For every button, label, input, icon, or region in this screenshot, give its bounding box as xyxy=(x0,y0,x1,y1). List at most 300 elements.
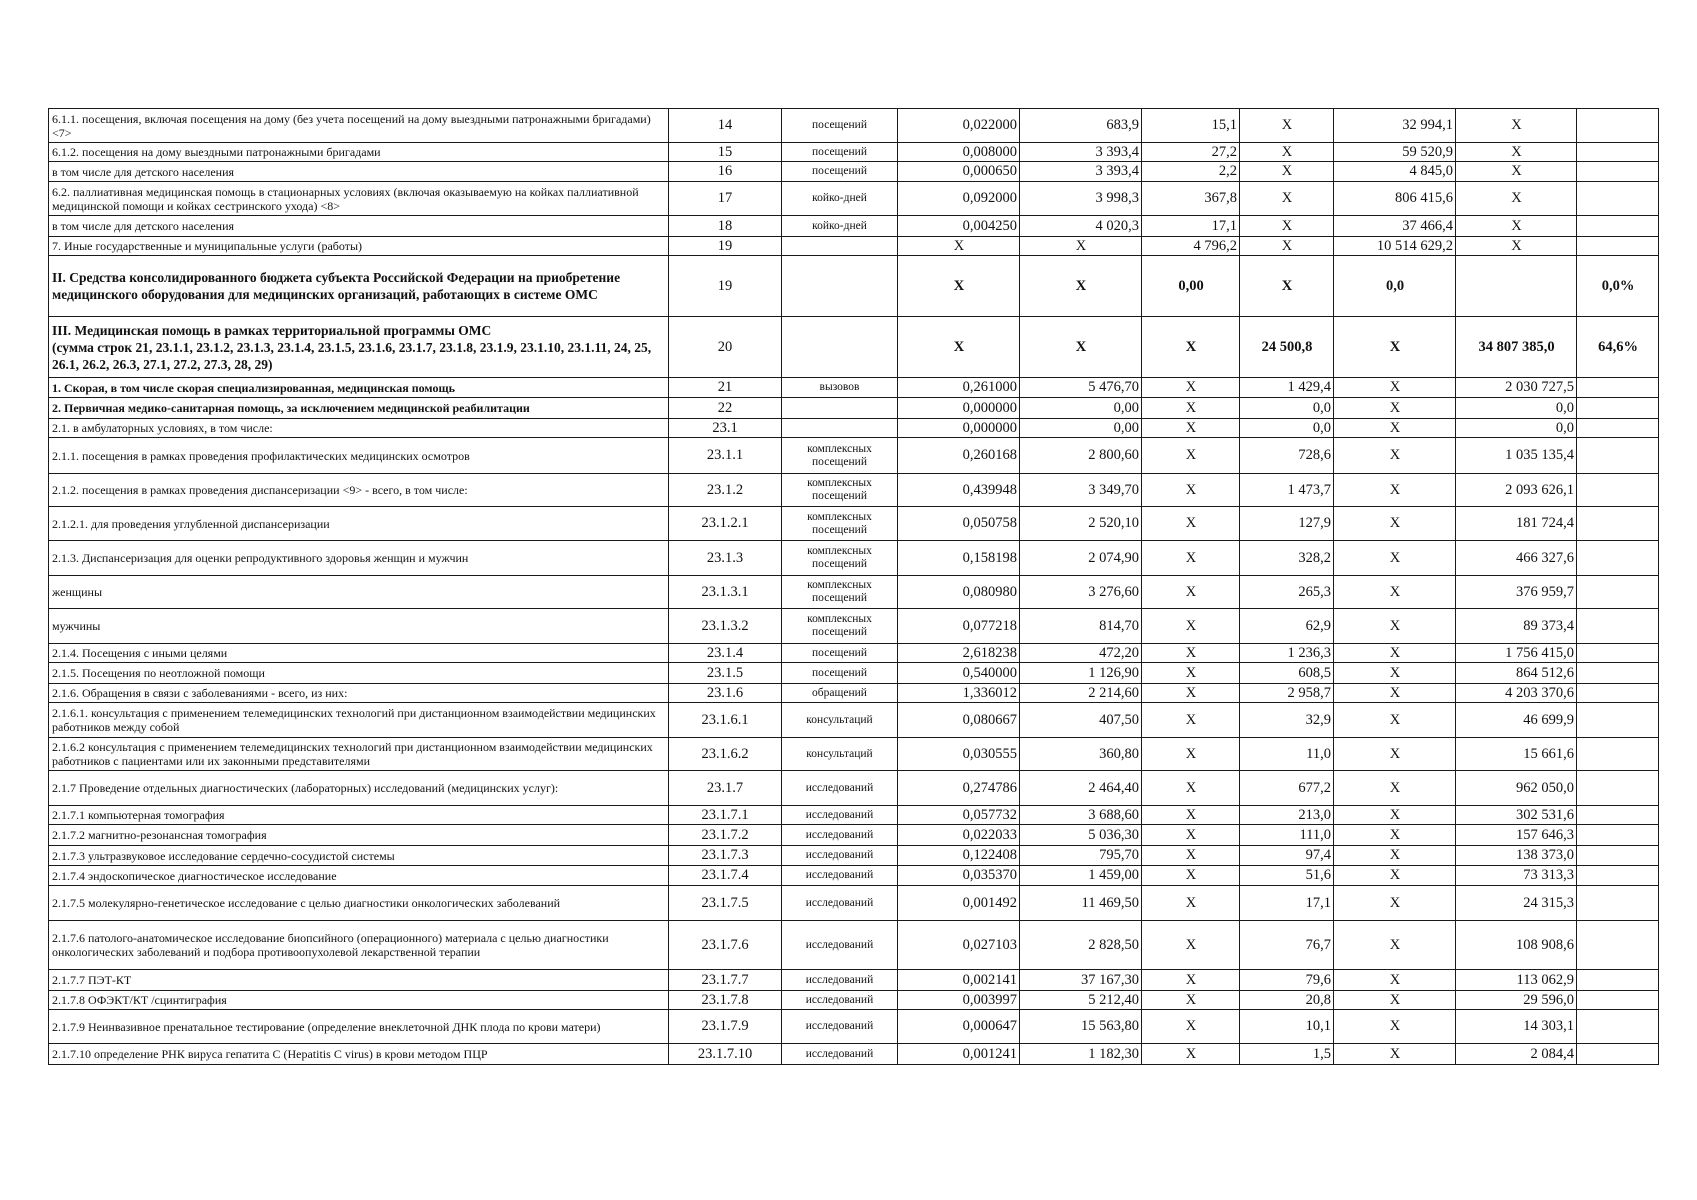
row-title: мужчины xyxy=(52,619,101,633)
table-row xyxy=(49,576,1659,609)
table-row xyxy=(49,738,1659,771)
budget-total-cell: X xyxy=(1334,317,1456,378)
oms-total-cell: 0,0 xyxy=(1456,419,1577,438)
oms-total-cell: 29 596,0 xyxy=(1456,991,1577,1010)
row-title: 2.1.6. Обращения в связи с заболеваниями - всего, из них: xyxy=(52,686,348,700)
norm-cost-cell: 360,80 xyxy=(1020,738,1142,771)
unit-cell: исследований xyxy=(782,806,898,825)
table-row xyxy=(49,143,1659,162)
oms-total-cell: 34 807 385,0 xyxy=(1456,317,1577,378)
name-cell xyxy=(49,398,669,419)
budget-per-capita-cell: 4 796,2 xyxy=(1142,237,1240,256)
unit-cell: комплексных посещений xyxy=(782,474,898,507)
norm-volume-cell: 0,057732 xyxy=(898,806,1020,825)
percent-cell xyxy=(1577,609,1659,644)
unit-cell: исследований xyxy=(782,921,898,970)
table-row xyxy=(49,474,1659,507)
norm-volume-cell: 0,261000 xyxy=(898,378,1020,398)
budget-total-cell: X xyxy=(1334,825,1456,846)
budget-per-capita-cell: 17,1 xyxy=(1142,216,1240,237)
norm-volume-cell: 0,022000 xyxy=(898,109,1020,143)
norm-volume-cell: 0,050758 xyxy=(898,507,1020,541)
budget-per-capita-cell: X xyxy=(1142,991,1240,1010)
row-number-cell: 23.1.7.3 xyxy=(669,846,782,866)
unit-cell: исследований xyxy=(782,771,898,806)
norm-cost-cell: 472,20 xyxy=(1020,644,1142,663)
norm-volume-cell: 0,274786 xyxy=(898,771,1020,806)
norm-cost-cell: 15 563,80 xyxy=(1020,1010,1142,1044)
percent-cell xyxy=(1577,541,1659,576)
name-cell xyxy=(49,182,669,216)
oms-per-capita-cell: X xyxy=(1240,237,1334,256)
norm-volume-cell: 0,035370 xyxy=(898,866,1020,886)
budget-total-cell: X xyxy=(1334,438,1456,474)
norm-cost-cell: 3 688,60 xyxy=(1020,806,1142,825)
oms-per-capita-cell: 79,6 xyxy=(1240,970,1334,991)
norm-volume-cell: X xyxy=(898,317,1020,378)
norm-volume-cell: 0,122408 xyxy=(898,846,1020,866)
oms-per-capita-cell: 677,2 xyxy=(1240,771,1334,806)
table-row xyxy=(49,378,1659,398)
budget-total-cell: X xyxy=(1334,398,1456,419)
row-number-cell: 18 xyxy=(669,216,782,237)
percent-cell xyxy=(1577,419,1659,438)
budget-per-capita-cell: X xyxy=(1142,663,1240,684)
percent-cell xyxy=(1577,644,1659,663)
budget-per-capita-cell: X xyxy=(1142,771,1240,806)
row-title: 7. Иные государственные и муниципальные услуги (работы) xyxy=(52,239,363,253)
budget-per-capita-cell: X xyxy=(1142,703,1240,738)
percent-cell: 64,6% xyxy=(1577,317,1659,378)
budget-total-cell: X xyxy=(1334,991,1456,1010)
oms-per-capita-cell: 213,0 xyxy=(1240,806,1334,825)
row-title: 2.1. в амбулаторных условиях, в том числе: xyxy=(52,421,273,435)
oms-total-cell: 14 303,1 xyxy=(1456,1010,1577,1044)
percent-cell xyxy=(1577,237,1659,256)
row-title: 6.2. паллиативная медицинская помощь в стационарных условиях (включая оказываемую на койках паллиативной медицинской помощи и койках сестринского ухода) <8> xyxy=(52,184,639,213)
oms-total-cell: 1 756 415,0 xyxy=(1456,644,1577,663)
unit-cell: посещений xyxy=(782,162,898,182)
name-cell xyxy=(49,806,669,825)
table-row xyxy=(49,438,1659,474)
name-cell xyxy=(49,771,669,806)
oms-total-cell: 138 373,0 xyxy=(1456,846,1577,866)
row-title: 2.1.7.10 определение РНК вируса гепатита C (Hepatitis C virus) в крови методом ПЦР xyxy=(52,1047,488,1061)
budget-per-capita-cell: 27,2 xyxy=(1142,143,1240,162)
budget-per-capita-cell: 0,00 xyxy=(1142,256,1240,317)
table-row xyxy=(49,771,1659,806)
oms-per-capita-cell: X xyxy=(1240,143,1334,162)
oms-total-cell: 376 959,7 xyxy=(1456,576,1577,609)
norm-volume-cell: 0,022033 xyxy=(898,825,1020,846)
budget-total-cell: X xyxy=(1334,866,1456,886)
budget-total-cell: 0,0 xyxy=(1334,256,1456,317)
norm-volume-cell: 0,008000 xyxy=(898,143,1020,162)
unit-cell xyxy=(782,398,898,419)
name-cell xyxy=(49,576,669,609)
unit-cell xyxy=(782,317,898,378)
table-row xyxy=(49,644,1659,663)
norm-cost-cell: 0,00 xyxy=(1020,419,1142,438)
percent-cell xyxy=(1577,474,1659,507)
table-row xyxy=(49,398,1659,419)
budget-total-cell: X xyxy=(1334,970,1456,991)
budget-total-cell: 37 466,4 xyxy=(1334,216,1456,237)
norm-cost-cell: 683,9 xyxy=(1020,109,1142,143)
table-row xyxy=(49,419,1659,438)
percent-cell xyxy=(1577,438,1659,474)
norm-volume-cell: 0,000647 xyxy=(898,1010,1020,1044)
table-row xyxy=(49,541,1659,576)
budget-per-capita-cell: X xyxy=(1142,609,1240,644)
oms-per-capita-cell: 127,9 xyxy=(1240,507,1334,541)
oms-per-capita-cell: 111,0 xyxy=(1240,825,1334,846)
unit-cell: консультаций xyxy=(782,738,898,771)
unit-cell: обращений xyxy=(782,684,898,703)
budget-per-capita-cell: X xyxy=(1142,684,1240,703)
norm-cost-cell: 5 212,40 xyxy=(1020,991,1142,1010)
norm-cost-cell: 5 476,70 xyxy=(1020,378,1142,398)
oms-total-cell: 89 373,4 xyxy=(1456,609,1577,644)
norm-volume-cell: 0,092000 xyxy=(898,182,1020,216)
norm-cost-cell: X xyxy=(1020,256,1142,317)
row-number-cell: 21 xyxy=(669,378,782,398)
budget-per-capita-cell: X xyxy=(1142,1044,1240,1065)
norm-volume-cell: 0,000000 xyxy=(898,398,1020,419)
unit-cell: исследований xyxy=(782,866,898,886)
program-financing-table xyxy=(48,108,1659,1065)
norm-cost-cell: 4 020,3 xyxy=(1020,216,1142,237)
norm-volume-cell: 0,027103 xyxy=(898,921,1020,970)
budget-per-capita-cell: X xyxy=(1142,866,1240,886)
oms-per-capita-cell: 0,0 xyxy=(1240,419,1334,438)
percent-cell xyxy=(1577,703,1659,738)
row-title: 2.1.7.7 ПЭТ-КТ xyxy=(52,973,132,987)
oms-per-capita-cell: 97,4 xyxy=(1240,846,1334,866)
name-cell xyxy=(49,507,669,541)
budget-per-capita-cell: X xyxy=(1142,398,1240,419)
table-row xyxy=(49,237,1659,256)
table-row xyxy=(49,317,1659,378)
budget-per-capita-cell: 15,1 xyxy=(1142,109,1240,143)
budget-total-cell: X xyxy=(1334,1044,1456,1065)
oms-per-capita-cell: 608,5 xyxy=(1240,663,1334,684)
oms-total-cell xyxy=(1456,256,1577,317)
norm-volume-cell: X xyxy=(898,256,1020,317)
budget-per-capita-cell: X xyxy=(1142,419,1240,438)
table-row xyxy=(49,921,1659,970)
row-title: 2.1.6.2 консультация с применением телемедицинских технологий при дистанционном взаимодействии медицинских работников с пациентами или их законными представителями xyxy=(52,740,653,768)
norm-volume-cell: 0,439948 xyxy=(898,474,1020,507)
row-title: 2.1.2.1. для проведения углубленной диспансеризации xyxy=(52,516,330,531)
percent-cell xyxy=(1577,825,1659,846)
oms-per-capita-cell: X xyxy=(1240,109,1334,143)
oms-total-cell: X xyxy=(1456,143,1577,162)
norm-volume-cell: 0,540000 xyxy=(898,663,1020,684)
unit-cell: вызовов xyxy=(782,378,898,398)
name-cell xyxy=(49,256,669,317)
table-row xyxy=(49,703,1659,738)
budget-total-cell: X xyxy=(1334,609,1456,644)
name-cell xyxy=(49,438,669,474)
norm-volume-cell: 0,004250 xyxy=(898,216,1020,237)
norm-cost-cell: 2 800,60 xyxy=(1020,438,1142,474)
norm-cost-cell: 795,70 xyxy=(1020,846,1142,866)
row-title-note: (сумма строк 21, 23.1.1, 23.1.2, 23.1.3, 23.1.4, 23.1.5, 23.1.6, 23.1.7, 23.1.8, 23.1.9, 23.1.10, 23.1.11, 24, 25, 26.1, 26.2, 26.3, 27.1, 27.2, 27.3, 28, 29) xyxy=(52,339,652,372)
norm-volume-cell: 0,001492 xyxy=(898,886,1020,921)
table-row xyxy=(49,109,1659,143)
name-cell xyxy=(49,970,669,991)
norm-volume-cell: 0,003997 xyxy=(898,991,1020,1010)
oms-per-capita-cell: 1 429,4 xyxy=(1240,378,1334,398)
name-cell xyxy=(49,216,669,237)
percent-cell xyxy=(1577,991,1659,1010)
row-number-cell: 19 xyxy=(669,237,782,256)
unit-cell: комплексных посещений xyxy=(782,541,898,576)
oms-total-cell: 2 093 626,1 xyxy=(1456,474,1577,507)
budget-total-cell: 806 415,6 xyxy=(1334,182,1456,216)
name-cell xyxy=(49,474,669,507)
percent-cell xyxy=(1577,846,1659,866)
norm-cost-cell: 2 074,90 xyxy=(1020,541,1142,576)
budget-total-cell: X xyxy=(1334,419,1456,438)
budget-total-cell: X xyxy=(1334,846,1456,866)
row-number-cell: 20 xyxy=(669,317,782,378)
unit-cell: койко-дней xyxy=(782,182,898,216)
oms-per-capita-cell: 2 958,7 xyxy=(1240,684,1334,703)
unit-cell: исследований xyxy=(782,991,898,1010)
budget-per-capita-cell: X xyxy=(1142,378,1240,398)
percent-cell xyxy=(1577,886,1659,921)
row-number-cell: 23.1.7.8 xyxy=(669,991,782,1010)
budget-per-capita-cell: X xyxy=(1142,825,1240,846)
table-row xyxy=(49,991,1659,1010)
budget-per-capita-cell: X xyxy=(1142,576,1240,609)
percent-cell xyxy=(1577,970,1659,991)
norm-cost-cell: 2 464,40 xyxy=(1020,771,1142,806)
norm-volume-cell: 0,077218 xyxy=(898,609,1020,644)
name-cell xyxy=(49,825,669,846)
oms-total-cell: 864 512,6 xyxy=(1456,663,1577,684)
row-number-cell: 14 xyxy=(669,109,782,143)
norm-volume-cell: 0,000650 xyxy=(898,162,1020,182)
oms-total-cell: 4 203 370,6 xyxy=(1456,684,1577,703)
oms-per-capita-cell: 62,9 xyxy=(1240,609,1334,644)
budget-per-capita-cell: X xyxy=(1142,806,1240,825)
norm-cost-cell: 3 349,70 xyxy=(1020,474,1142,507)
name-cell xyxy=(49,162,669,182)
norm-cost-cell: X xyxy=(1020,237,1142,256)
name-cell xyxy=(49,109,669,143)
percent-cell xyxy=(1577,162,1659,182)
oms-per-capita-cell: X xyxy=(1240,182,1334,216)
percent-cell xyxy=(1577,921,1659,970)
norm-volume-cell: 0,080980 xyxy=(898,576,1020,609)
unit-cell xyxy=(782,237,898,256)
oms-total-cell: 15 661,6 xyxy=(1456,738,1577,771)
budget-total-cell: X xyxy=(1334,886,1456,921)
name-cell xyxy=(49,541,669,576)
row-title: 6.1.2. посещения на дому выездными патронажными бригадами xyxy=(52,145,381,159)
oms-total-cell: 2 084,4 xyxy=(1456,1044,1577,1065)
norm-volume-cell: 2,618238 xyxy=(898,644,1020,663)
unit-cell: исследований xyxy=(782,886,898,921)
row-number-cell: 23.1.3.2 xyxy=(669,609,782,644)
percent-cell xyxy=(1577,378,1659,398)
table-row xyxy=(49,609,1659,644)
norm-volume-cell: 0,000000 xyxy=(898,419,1020,438)
unit-cell: койко-дней xyxy=(782,216,898,237)
row-number-cell: 23.1.2 xyxy=(669,474,782,507)
budget-total-cell: X xyxy=(1334,507,1456,541)
oms-per-capita-cell: X xyxy=(1240,162,1334,182)
budget-total-cell: X xyxy=(1334,474,1456,507)
name-cell xyxy=(49,143,669,162)
norm-cost-cell: 2 520,10 xyxy=(1020,507,1142,541)
row-number-cell: 23.1.7.7 xyxy=(669,970,782,991)
row-number-cell: 23.1.7.2 xyxy=(669,825,782,846)
norm-cost-cell: 407,50 xyxy=(1020,703,1142,738)
row-title: 1. Скорая, в том числе скорая специализированная, медицинская помощь xyxy=(52,380,455,395)
norm-volume-cell: 1,336012 xyxy=(898,684,1020,703)
budget-total-cell: 4 845,0 xyxy=(1334,162,1456,182)
row-title: 2.1.6.1. консультация с применением телемедицинских технологий при дистанционном взаимодействии медицинских работников между собой xyxy=(52,706,656,734)
norm-cost-cell: 3 393,4 xyxy=(1020,143,1142,162)
unit-cell: исследований xyxy=(782,970,898,991)
oms-total-cell: X xyxy=(1456,162,1577,182)
percent-cell xyxy=(1577,738,1659,771)
norm-cost-cell: 3 998,3 xyxy=(1020,182,1142,216)
oms-total-cell: X xyxy=(1456,237,1577,256)
table-body xyxy=(49,109,1659,1065)
percent-cell xyxy=(1577,507,1659,541)
row-number-cell: 23.1.6 xyxy=(669,684,782,703)
name-cell xyxy=(49,644,669,663)
row-number-cell: 23.1.7.1 xyxy=(669,806,782,825)
budget-total-cell: X xyxy=(1334,921,1456,970)
budget-per-capita-cell: 367,8 xyxy=(1142,182,1240,216)
oms-total-cell: 181 724,4 xyxy=(1456,507,1577,541)
oms-per-capita-cell: 10,1 xyxy=(1240,1010,1334,1044)
oms-total-cell: 2 030 727,5 xyxy=(1456,378,1577,398)
unit-cell: консультаций xyxy=(782,703,898,738)
budget-per-capita-cell: X xyxy=(1142,921,1240,970)
oms-total-cell: 1 035 135,4 xyxy=(1456,438,1577,474)
percent-cell xyxy=(1577,1044,1659,1065)
budget-total-cell: 10 514 629,2 xyxy=(1334,237,1456,256)
oms-per-capita-cell: 728,6 xyxy=(1240,438,1334,474)
unit-cell: комплексных посещений xyxy=(782,576,898,609)
percent-cell xyxy=(1577,576,1659,609)
percent-cell xyxy=(1577,684,1659,703)
row-title: 2.1.7.4 эндоскопическое диагностическое исследование xyxy=(52,868,337,883)
norm-volume-cell: X xyxy=(898,237,1020,256)
budget-per-capita-cell: X xyxy=(1142,438,1240,474)
table-row xyxy=(49,1010,1659,1044)
oms-per-capita-cell: 1 473,7 xyxy=(1240,474,1334,507)
row-number-cell: 23.1.7.10 xyxy=(669,1044,782,1065)
oms-total-cell: 0,0 xyxy=(1456,398,1577,419)
norm-cost-cell: X xyxy=(1020,317,1142,378)
table-row xyxy=(49,256,1659,317)
norm-cost-cell: 37 167,30 xyxy=(1020,970,1142,991)
table-row xyxy=(49,162,1659,182)
row-title: 2.1.7.8 ОФЭКТ/КТ /сцинтиграфия xyxy=(52,993,227,1007)
budget-total-cell: X xyxy=(1334,806,1456,825)
row-number-cell: 23.1 xyxy=(669,419,782,438)
budget-per-capita-cell: X xyxy=(1142,970,1240,991)
budget-total-cell: X xyxy=(1334,684,1456,703)
row-number-cell: 23.1.6.1 xyxy=(669,703,782,738)
row-number-cell: 23.1.3.1 xyxy=(669,576,782,609)
row-number-cell: 23.1.7.9 xyxy=(669,1010,782,1044)
table-row xyxy=(49,806,1659,825)
oms-per-capita-cell: 11,0 xyxy=(1240,738,1334,771)
table-row xyxy=(49,663,1659,684)
unit-cell: посещений xyxy=(782,663,898,684)
unit-cell xyxy=(782,256,898,317)
norm-cost-cell: 814,70 xyxy=(1020,609,1142,644)
unit-cell xyxy=(782,419,898,438)
row-number-cell: 23.1.2.1 xyxy=(669,507,782,541)
oms-total-cell: 302 531,6 xyxy=(1456,806,1577,825)
row-title: 2.1.1. посещения в рамках проведения профилактических медицинских осмотров xyxy=(52,448,470,463)
table-row xyxy=(49,182,1659,216)
row-number-cell: 17 xyxy=(669,182,782,216)
row-title: II. Средства консолидированного бюджета субъекта Российской Федерации на приобретение медицинского оборудования для медицинских организаций, работающих в системе ОМС xyxy=(52,270,621,302)
budget-total-cell: 59 520,9 xyxy=(1334,143,1456,162)
budget-per-capita-cell: X xyxy=(1142,1010,1240,1044)
oms-total-cell: X xyxy=(1456,182,1577,216)
unit-cell: комплексных посещений xyxy=(782,507,898,541)
row-title: женщины xyxy=(52,585,103,599)
row-number-cell: 23.1.1 xyxy=(669,438,782,474)
budget-total-cell: X xyxy=(1334,1010,1456,1044)
oms-total-cell: 46 699,9 xyxy=(1456,703,1577,738)
norm-cost-cell: 3 393,4 xyxy=(1020,162,1142,182)
unit-cell: посещений xyxy=(782,143,898,162)
row-title: III. Медицинская помощь в рамках территориальной программы ОМС xyxy=(52,322,492,338)
row-title: 2.1.7.2 магнитно-резонансная томография xyxy=(52,828,267,842)
table-row xyxy=(49,886,1659,921)
budget-total-cell: 32 994,1 xyxy=(1334,109,1456,143)
name-cell xyxy=(49,663,669,684)
name-cell xyxy=(49,317,669,378)
table-row xyxy=(49,846,1659,866)
name-cell xyxy=(49,378,669,398)
percent-cell xyxy=(1577,771,1659,806)
row-number-cell: 23.1.4 xyxy=(669,644,782,663)
oms-per-capita-cell: X xyxy=(1240,216,1334,237)
row-title: 2.1.2. посещения в рамках проведения диспансеризации <9> - всего, в том числе: xyxy=(52,483,468,497)
row-title: 2.1.7.6 патолого-анатомическое исследование биопсийного (операционного) материала с целью диагностики онкологических заболеваний и подбора противоопухолевой лекарственной терапии xyxy=(52,931,609,959)
norm-volume-cell: 0,080667 xyxy=(898,703,1020,738)
percent-cell xyxy=(1577,1010,1659,1044)
row-number-cell: 23.1.7.6 xyxy=(669,921,782,970)
row-title: 2.1.7 Проведение отдельных диагностических (лабораторных) исследований (медицинских услуг): xyxy=(52,781,559,795)
name-cell xyxy=(49,1010,669,1044)
row-title: 2.1.7.1 компьютерная томография xyxy=(52,808,225,822)
row-title: 2.1.5. Посещения по неотложной помощи xyxy=(52,666,265,680)
norm-volume-cell: 0,030555 xyxy=(898,738,1020,771)
percent-cell: 0,0% xyxy=(1577,256,1659,317)
table-row xyxy=(49,970,1659,991)
norm-volume-cell: 0,002141 xyxy=(898,970,1020,991)
table-row xyxy=(49,216,1659,237)
unit-cell: исследований xyxy=(782,846,898,866)
row-title: 2.1.7.3 ультразвуковое исследование сердечно-сосудистой системы xyxy=(52,848,395,863)
budget-total-cell: X xyxy=(1334,644,1456,663)
